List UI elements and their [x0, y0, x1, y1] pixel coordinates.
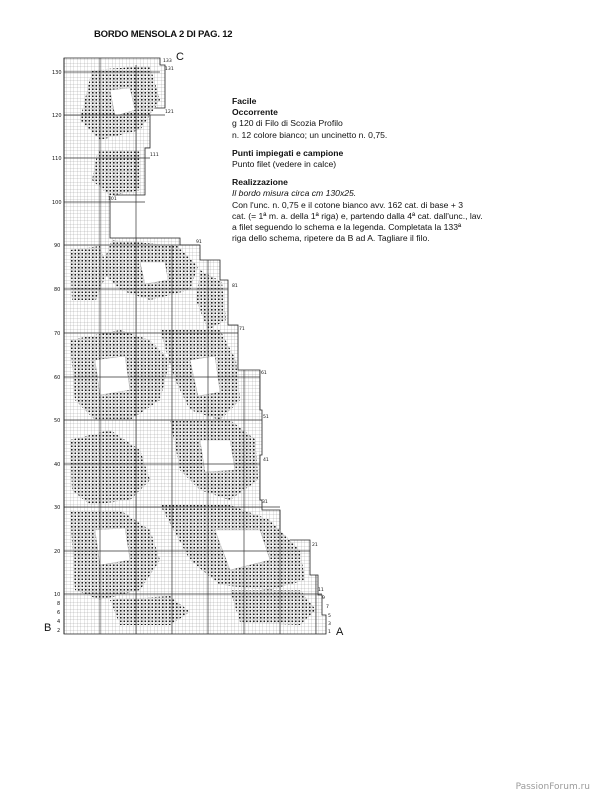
- row-label: 61: [261, 371, 267, 376]
- materials-heading: Occorrente: [232, 107, 278, 118]
- corner-label-b: B: [44, 622, 52, 634]
- instructions: [232, 96, 492, 244]
- realization-line: cat. (= 1ª m. a. della 1ª riga) e, partendo dalla 4ª cat. dall'unc., lav.: [232, 210, 483, 221]
- row-label: 41: [263, 458, 269, 463]
- watermark: PassionForum.ru: [515, 782, 590, 792]
- realization-line: a filet seguendo lo schema e la legenda. Completata la 133ª: [232, 222, 462, 233]
- row-label: 7: [326, 605, 329, 610]
- left-axis-label: 90: [54, 243, 61, 249]
- row-label: 101: [108, 197, 117, 202]
- left-axis-label: 40: [54, 462, 61, 468]
- row-label: 1: [328, 630, 331, 635]
- left-axis-label: 100: [52, 200, 62, 206]
- realization-size: Il bordo misura circa cm 130x25.: [232, 188, 357, 199]
- row-label: 111: [150, 153, 159, 158]
- realization-line: Con l'unc. n. 0,75 e il cotone bianco avv. 162 cat. di base + 3: [232, 199, 464, 210]
- left-axis-label: 4: [57, 619, 61, 625]
- left-axis-label: 30: [54, 505, 61, 511]
- left-axis-label: 60: [54, 375, 61, 381]
- left-axis-label: 50: [54, 418, 61, 424]
- left-axis-labels: [52, 70, 62, 634]
- materials-line: n. 12 colore bianco; un uncinetto n. 0,75.: [232, 129, 388, 140]
- row-label: 9: [322, 596, 325, 601]
- left-axis-label: 80: [54, 287, 61, 293]
- row-label: 71: [239, 327, 245, 332]
- left-axis-label: 6: [57, 610, 61, 616]
- left-axis-label: 120: [52, 113, 62, 119]
- row-label: 131: [165, 67, 174, 72]
- stitches-heading: Punti impiegati e campione: [232, 147, 344, 158]
- left-axis-label: 20: [54, 549, 61, 555]
- row-label: 121: [165, 110, 174, 115]
- realization-heading: Realizzazione: [232, 177, 288, 188]
- row-label: 21: [312, 543, 318, 548]
- left-axis-label: 2: [57, 628, 61, 634]
- left-axis-label: 8: [57, 601, 61, 607]
- page-title: BORDO MENSOLA 2 DI PAG. 12: [94, 29, 233, 40]
- left-axis-label: 70: [54, 331, 61, 337]
- row-label: 31: [262, 500, 268, 505]
- corner-label-c: C: [176, 51, 184, 63]
- row-label: 5: [328, 614, 331, 619]
- row-label: 51: [263, 415, 269, 420]
- row-label: 81: [232, 284, 238, 289]
- materials-line: g 120 di Filo di Scozia Profilo: [232, 118, 343, 129]
- row-label: 11: [318, 588, 324, 593]
- left-axis-label: 110: [52, 156, 62, 162]
- row-label: 91: [196, 240, 202, 245]
- stitches-line: Punto filet (vedere in calce): [232, 159, 337, 170]
- level-heading: Facile: [232, 96, 257, 106]
- left-axis-label: 10: [54, 592, 61, 598]
- row-label: 3: [328, 622, 331, 627]
- row-label: 133: [163, 59, 172, 64]
- corner-label-a: A: [336, 626, 344, 638]
- realization-line: riga dello schema, ripetere da B ad A. Tagliare il filo.: [232, 233, 430, 244]
- left-axis-label: 130: [52, 70, 62, 76]
